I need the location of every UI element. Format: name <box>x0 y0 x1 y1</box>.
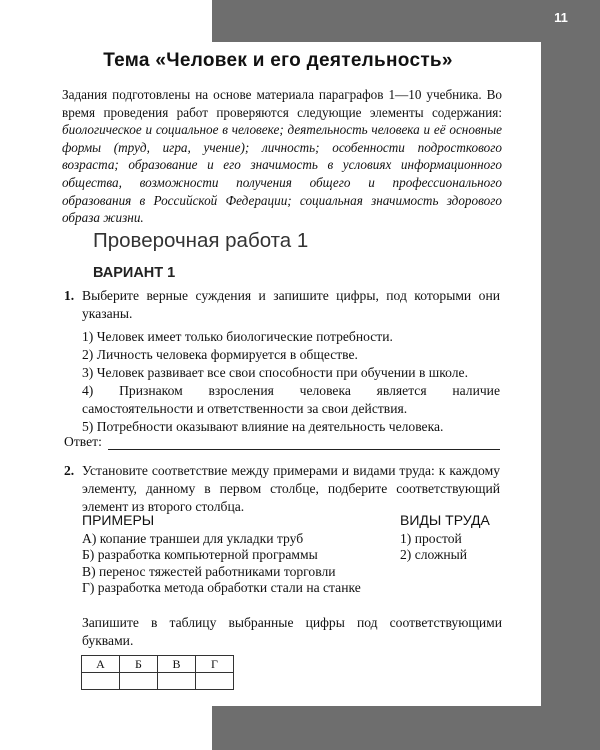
question-1-number: 1. <box>64 288 75 303</box>
question-2-text: Установите соответствие между примерами и видами труда: к каждому элементу, данному в первом столбце, подберите соответствующий элемент из второго столбца. <box>82 463 500 514</box>
question-1-text: Выберите верные суждения и запишите цифры, под которыми они указаны. <box>82 288 500 321</box>
table-header-a: А <box>82 656 120 673</box>
answer-row <box>64 434 500 450</box>
example-d: Г) разработка метода обработки стали на станке <box>82 580 361 595</box>
table-header-g: Г <box>196 656 234 673</box>
option-4: 4) Признаком взросления человека является наличие самостоятельности и ответственности за свои действия. <box>82 383 500 416</box>
labor-types-column <box>400 512 510 564</box>
labor-type-2: 2) сложный <box>400 547 468 562</box>
labor-types-header: ВИДЫ ТРУДА <box>400 512 490 528</box>
bottom-band <box>212 706 600 750</box>
question-2-number: 2. <box>64 463 75 478</box>
intro-paragraph <box>62 86 502 227</box>
option-3: 3) Человек развивает все свои способности при обучении в школе. <box>82 365 468 380</box>
question-1-options <box>82 328 500 436</box>
page-number: 11 <box>554 10 568 25</box>
option-5: 5) Потребности оказывают влияние на деятельность человека. <box>82 419 444 434</box>
example-c: В) перенос тяжестей работниками торговли <box>82 563 336 579</box>
variant-label: ВАРИАНТ 1 <box>93 265 176 281</box>
right-band <box>541 0 600 750</box>
topic-title: Тема «Человек и его деятельность» <box>103 50 453 71</box>
answer-line[interactable] <box>108 435 500 450</box>
option-1: 1) Человек имеет только биологические потребности. <box>82 329 393 344</box>
work-title: Проверочная работа 1 <box>93 229 309 252</box>
question-2 <box>64 462 500 516</box>
table-instruction: Запишите в таблицу выбранные цифры под соответствующими буквами. <box>82 615 502 648</box>
table-cell-v[interactable] <box>158 673 196 690</box>
option-2: 2) Личность человека формируется в обществе. <box>82 347 358 362</box>
answer-label: Ответ: <box>64 434 102 449</box>
labor-type-1: 1) простой <box>400 530 462 546</box>
table-header-b: Б <box>120 656 158 673</box>
example-b: Б) разработка компьютерной программы <box>82 547 318 562</box>
examples-column <box>82 512 382 597</box>
table-cell-b[interactable] <box>120 673 158 690</box>
question-1 <box>64 287 500 436</box>
answer-table <box>81 655 234 690</box>
table-cell-a[interactable] <box>82 673 120 690</box>
table-header-v: В <box>158 656 196 673</box>
example-a: А) копание траншеи для укладки труб <box>82 530 304 546</box>
intro-lead: Задания подготовлены на основе материала параграфов 1—10 учебника. Во время проведения работ проверяются следующие элементы содержания: <box>62 87 502 120</box>
table-cell-g[interactable] <box>196 673 234 690</box>
examples-header: ПРИМЕРЫ <box>82 512 155 528</box>
intro-topics: биологическое и социальное в человеке; деятельность человека и её основные формы (труд, игра, учение); личность; особенности подросткового возраста; образование и его значимость в условиях информационного общества, возможности получения общего и профессионального образования в Российской Федерации; социальная значимость здорового образа жизни. <box>62 122 502 226</box>
